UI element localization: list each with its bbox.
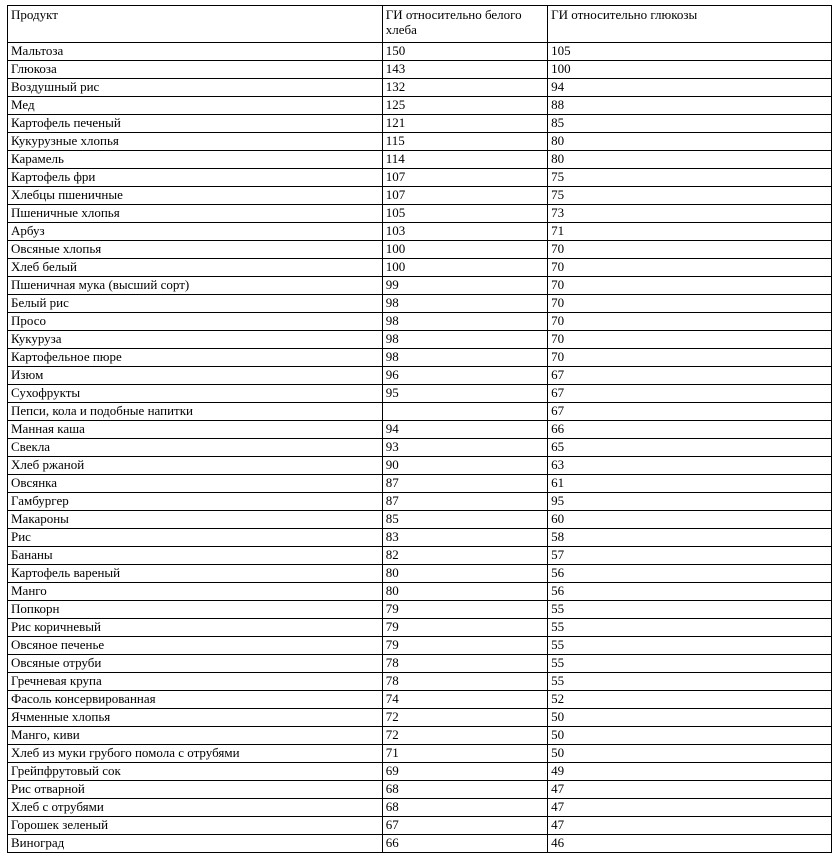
- table-row: [8, 439, 832, 457]
- product-cell: Рис: [8, 529, 383, 547]
- gi-glucose-cell: 63: [548, 457, 832, 475]
- gi-bread-cell: 132: [382, 79, 547, 97]
- table-row: [8, 691, 832, 709]
- product-cell: Хлебцы пшеничные: [8, 187, 383, 205]
- product-cell: Хлеб ржаной: [8, 457, 383, 475]
- table-row: [8, 457, 832, 475]
- product-cell: Картофельное пюре: [8, 349, 383, 367]
- gi-bread-cell: 82: [382, 547, 547, 565]
- product-cell: Мальтоза: [8, 43, 383, 61]
- product-cell: Картофель фри: [8, 169, 383, 187]
- gi-bread-cell: 100: [382, 259, 547, 277]
- gi-bread-cell: 78: [382, 655, 547, 673]
- table-row: [8, 403, 832, 421]
- gi-bread-cell: 115: [382, 133, 547, 151]
- table-row: [8, 295, 832, 313]
- product-cell: Свекла: [8, 439, 383, 457]
- gi-bread-cell: 66: [382, 835, 547, 853]
- product-cell: Изюм: [8, 367, 383, 385]
- product-cell: Пшеничная мука (высший сорт): [8, 277, 383, 295]
- gi-bread-cell: 107: [382, 187, 547, 205]
- column-header-gi-glucose: ГИ относительно глюкозы: [548, 6, 832, 43]
- table-row: [8, 709, 832, 727]
- table-row: [8, 565, 832, 583]
- gi-bread-cell: 68: [382, 781, 547, 799]
- gi-bread-cell: 87: [382, 475, 547, 493]
- table-row: [8, 673, 832, 691]
- gi-glucose-cell: 80: [548, 133, 832, 151]
- table-row: [8, 421, 832, 439]
- gi-glucose-cell: 55: [548, 601, 832, 619]
- table-row: [8, 259, 832, 277]
- gi-bread-cell: 79: [382, 637, 547, 655]
- gi-bread-cell: 67: [382, 817, 547, 835]
- gi-glucose-cell: 75: [548, 187, 832, 205]
- table-row: [8, 547, 832, 565]
- gi-bread-cell: 69: [382, 763, 547, 781]
- table-row: [8, 313, 832, 331]
- gi-glucose-cell: 70: [548, 313, 832, 331]
- table-row: [8, 133, 832, 151]
- table-row: [8, 79, 832, 97]
- gi-bread-cell: 72: [382, 727, 547, 745]
- product-cell: Манго, киви: [8, 727, 383, 745]
- table-row: [8, 511, 832, 529]
- gi-glucose-cell: 105: [548, 43, 832, 61]
- gi-bread-cell: 98: [382, 295, 547, 313]
- gi-bread-cell: 83: [382, 529, 547, 547]
- column-header-gi-bread: ГИ относительно белого хлеба: [382, 6, 547, 43]
- gi-bread-cell: 79: [382, 601, 547, 619]
- gi-bread-cell: 80: [382, 565, 547, 583]
- product-cell: Воздушный рис: [8, 79, 383, 97]
- table-row: [8, 727, 832, 745]
- product-cell: Фасоль консервированная: [8, 691, 383, 709]
- product-cell: Гречневая крупа: [8, 673, 383, 691]
- table-row: [8, 349, 832, 367]
- product-cell: Хлеб с отрубями: [8, 799, 383, 817]
- table-row: [8, 367, 832, 385]
- gi-glucose-cell: 57: [548, 547, 832, 565]
- gi-bread-cell: 98: [382, 313, 547, 331]
- gi-bread-cell: 99: [382, 277, 547, 295]
- product-cell: Манго: [8, 583, 383, 601]
- column-header-product: Продукт: [8, 6, 383, 43]
- gi-bread-cell: 71: [382, 745, 547, 763]
- product-cell: Грейпфрутовый сок: [8, 763, 383, 781]
- gi-bread-cell: 74: [382, 691, 547, 709]
- table-row: [8, 763, 832, 781]
- gi-bread-cell: 103: [382, 223, 547, 241]
- table-row: [8, 745, 832, 763]
- gi-glucose-cell: 73: [548, 205, 832, 223]
- product-cell: Просо: [8, 313, 383, 331]
- gi-glucose-cell: 50: [548, 709, 832, 727]
- gi-bread-cell: 114: [382, 151, 547, 169]
- gi-glucose-cell: 88: [548, 97, 832, 115]
- product-cell: Овсяное печенье: [8, 637, 383, 655]
- product-cell: Гамбургер: [8, 493, 383, 511]
- glycemic-index-table: [7, 5, 832, 853]
- product-cell: Овсянка: [8, 475, 383, 493]
- product-cell: Манная каша: [8, 421, 383, 439]
- gi-glucose-cell: 66: [548, 421, 832, 439]
- table-row: [8, 799, 832, 817]
- gi-glucose-cell: 55: [548, 637, 832, 655]
- product-cell: Кукуруза: [8, 331, 383, 349]
- gi-glucose-cell: 85: [548, 115, 832, 133]
- gi-glucose-cell: 70: [548, 349, 832, 367]
- table-row: [8, 277, 832, 295]
- table-row: [8, 385, 832, 403]
- product-cell: Мед: [8, 97, 383, 115]
- gi-glucose-cell: 80: [548, 151, 832, 169]
- gi-glucose-cell: 70: [548, 277, 832, 295]
- gi-glucose-cell: 60: [548, 511, 832, 529]
- table-row: [8, 187, 832, 205]
- product-cell: Арбуз: [8, 223, 383, 241]
- gi-bread-cell: 95: [382, 385, 547, 403]
- gi-bread-cell: 121: [382, 115, 547, 133]
- gi-bread-cell: 96: [382, 367, 547, 385]
- gi-bread-cell: 143: [382, 61, 547, 79]
- gi-bread-cell: 105: [382, 205, 547, 223]
- gi-glucose-cell: 55: [548, 619, 832, 637]
- gi-glucose-cell: 52: [548, 691, 832, 709]
- product-cell: Макароны: [8, 511, 383, 529]
- gi-bread-cell: 90: [382, 457, 547, 475]
- table-row: [8, 61, 832, 79]
- product-cell: Овсяные хлопья: [8, 241, 383, 259]
- gi-glucose-cell: 70: [548, 259, 832, 277]
- product-cell: Пепси, кола и подобные напитки: [8, 403, 383, 421]
- table-row: [8, 331, 832, 349]
- gi-glucose-cell: 47: [548, 817, 832, 835]
- product-cell: Картофель вареный: [8, 565, 383, 583]
- product-cell: Рис коричневый: [8, 619, 383, 637]
- gi-bread-cell: [382, 403, 547, 421]
- gi-glucose-cell: 65: [548, 439, 832, 457]
- product-cell: Пшеничные хлопья: [8, 205, 383, 223]
- table-row: [8, 637, 832, 655]
- gi-bread-cell: 72: [382, 709, 547, 727]
- gi-glucose-cell: 67: [548, 385, 832, 403]
- table-row: [8, 223, 832, 241]
- product-cell: Рис отварной: [8, 781, 383, 799]
- gi-glucose-cell: 61: [548, 475, 832, 493]
- header-row: [8, 6, 832, 43]
- table-row: [8, 601, 832, 619]
- product-cell: Овсяные отруби: [8, 655, 383, 673]
- gi-glucose-cell: 50: [548, 745, 832, 763]
- product-cell: Белый рис: [8, 295, 383, 313]
- gi-glucose-cell: 67: [548, 403, 832, 421]
- table-row: [8, 43, 832, 61]
- gi-bread-cell: 150: [382, 43, 547, 61]
- gi-glucose-cell: 71: [548, 223, 832, 241]
- table-row: [8, 781, 832, 799]
- gi-glucose-cell: 49: [548, 763, 832, 781]
- gi-bread-cell: 93: [382, 439, 547, 457]
- table-row: [8, 205, 832, 223]
- table-row: [8, 115, 832, 133]
- table-row: [8, 475, 832, 493]
- product-cell: Карамель: [8, 151, 383, 169]
- gi-glucose-cell: 56: [548, 565, 832, 583]
- product-cell: Горошек зеленый: [8, 817, 383, 835]
- table-row: [8, 169, 832, 187]
- table-row: [8, 817, 832, 835]
- gi-glucose-cell: 94: [548, 79, 832, 97]
- gi-bread-cell: 125: [382, 97, 547, 115]
- gi-glucose-cell: 70: [548, 331, 832, 349]
- product-cell: Картофель печеный: [8, 115, 383, 133]
- gi-bread-cell: 79: [382, 619, 547, 637]
- gi-bread-cell: 98: [382, 349, 547, 367]
- gi-bread-cell: 85: [382, 511, 547, 529]
- product-cell: Сухофрукты: [8, 385, 383, 403]
- gi-bread-cell: 87: [382, 493, 547, 511]
- gi-glucose-cell: 46: [548, 835, 832, 853]
- table-row: [8, 241, 832, 259]
- product-cell: Виноград: [8, 835, 383, 853]
- gi-glucose-cell: 55: [548, 655, 832, 673]
- table-row: [8, 97, 832, 115]
- table-row: [8, 493, 832, 511]
- gi-glucose-cell: 47: [548, 781, 832, 799]
- product-cell: Хлеб белый: [8, 259, 383, 277]
- gi-glucose-cell: 50: [548, 727, 832, 745]
- product-cell: Хлеб из муки грубого помола с отрубями: [8, 745, 383, 763]
- gi-glucose-cell: 70: [548, 295, 832, 313]
- table-body: [8, 43, 832, 853]
- gi-bread-cell: 94: [382, 421, 547, 439]
- gi-glucose-cell: 95: [548, 493, 832, 511]
- gi-bread-cell: 107: [382, 169, 547, 187]
- gi-bread-cell: 80: [382, 583, 547, 601]
- gi-glucose-cell: 75: [548, 169, 832, 187]
- product-cell: Попкорн: [8, 601, 383, 619]
- gi-glucose-cell: 58: [548, 529, 832, 547]
- gi-bread-cell: 78: [382, 673, 547, 691]
- gi-glucose-cell: 67: [548, 367, 832, 385]
- gi-glucose-cell: 55: [548, 673, 832, 691]
- table-row: [8, 619, 832, 637]
- gi-bread-cell: 98: [382, 331, 547, 349]
- table-row: [8, 151, 832, 169]
- gi-glucose-cell: 100: [548, 61, 832, 79]
- gi-glucose-cell: 47: [548, 799, 832, 817]
- table-row: [8, 583, 832, 601]
- table-row: [8, 529, 832, 547]
- gi-bread-cell: 100: [382, 241, 547, 259]
- gi-bread-cell: 68: [382, 799, 547, 817]
- product-cell: Глюкоза: [8, 61, 383, 79]
- product-cell: Кукурузные хлопья: [8, 133, 383, 151]
- gi-glucose-cell: 56: [548, 583, 832, 601]
- gi-glucose-cell: 70: [548, 241, 832, 259]
- table-row: [8, 655, 832, 673]
- product-cell: Бананы: [8, 547, 383, 565]
- product-cell: Ячменные хлопья: [8, 709, 383, 727]
